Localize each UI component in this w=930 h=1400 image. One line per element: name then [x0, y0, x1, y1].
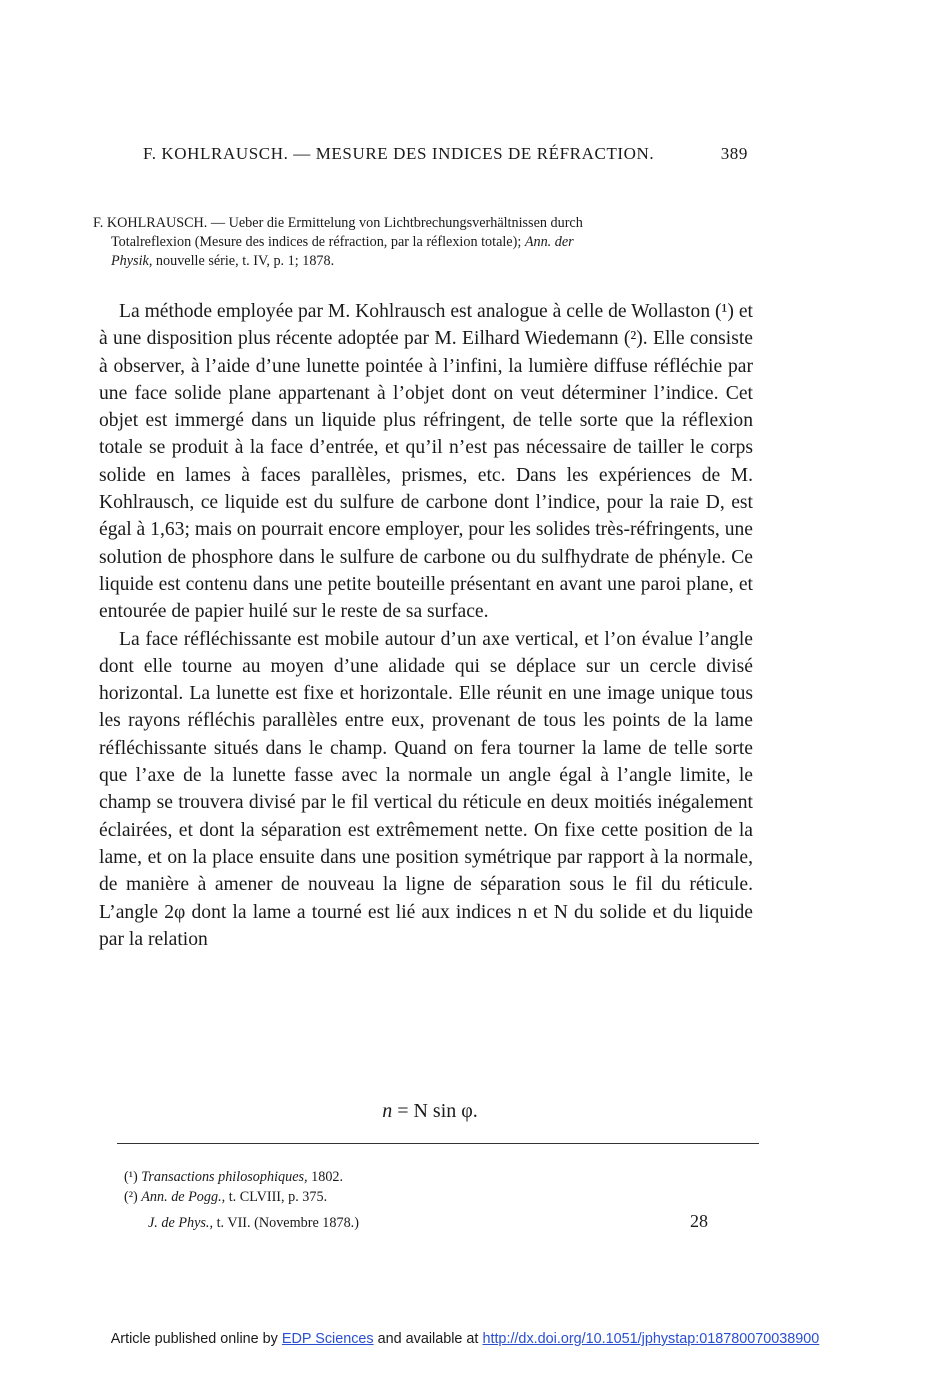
- paragraph-2: La face réfléchissante est mobile autour d’un axe vertical, et l’on évalue l’angle dont elle tourne au moyen d’une alidade qui se déplace sur un cercle divisé horizontal. La lunette est fixe et horizontale. Elle réunit en une image unique tous les rayons réfléchis parallèles entre eux, provenant de tous les points de la lame réfléchissante situés dans le champ. Quand on fera tourner la lame de telle sorte que l’axe de la lunette fasse avec la normale un angle égal à l’angle limite, le champ se trouvera divisé par le fil vertical du réticule en deux moitiés inégalement éclairées, et dont la séparation est extrêmement nette. On fixe cette position de la lame, et on la place ensuite dans une position symétrique par rapport à la normale, de manière à amener de nouveau la ligne de séparation sous le fil du réticule. L’angle 2φ dont la lame a tourné est lié aux indices n et N du solide et du liquide par la relation: [99, 628, 753, 950]
- citation-journal-part: Ann. der: [524, 234, 574, 250]
- paragraph-1: La méthode employée par M. Kohlrausch est analogue à celle de Wollaston (¹) et à une disposition plus récente adoptée par M. Eilhard Wiedemann (²). Elle consiste à observer, à l’aide d’une lunette pointée à l’infini, la lumière diffuse réfléchie par une face solide plane appartenant à l’objet dont on veut déterminer l’indice. Cet objet est immergé dans un liquide plus réfringent, de telle sorte que la réflexion totale se produit à la face d’entrée, et qu’il n’est pas nécessaire de tailler le corps solide en lames à faces parallèles, prismes, etc. Dans les expériences de M. Kohlrausch, ce liquide est du sulfure de carbone dont l’indice, pour la raie D, est égal à 1,63; mais on pourrait encore employer, pour les solides très-réfringents, une solution de phosphore dans le sulfure de carbone ou du sulfhydrate de phényle. Ce liquide est contenu dans une petite bouteille présentant en avant une paroi plane, et entourée de papier huilé sur le reste de sa surface.: [99, 301, 753, 623]
- page-number: 389: [720, 144, 748, 163]
- citation-line-1: F. KOHLRAUSCH. — Ueber die Ermittelung von Lichtbrechungsverhältnissen durch: [93, 215, 583, 231]
- running-header: [143, 144, 748, 164]
- footnote-2-rest: t. CLVIII, p. 375.: [225, 1189, 328, 1205]
- citation-title-text: Totalreflexion (Mesure des indices de réfraction, par la réflexion totale);: [111, 234, 525, 250]
- journal-reference: [148, 1215, 359, 1232]
- footnote-2-mark: (²): [124, 1189, 142, 1205]
- citation-line-3: [93, 252, 748, 271]
- footnote-1-title: Transactions philosophiques,: [141, 1169, 308, 1185]
- formula: [0, 1100, 860, 1123]
- journal-signature-line: [148, 1211, 708, 1232]
- footnote-1-mark: (¹): [124, 1169, 142, 1185]
- sheet-number: 28: [690, 1211, 708, 1231]
- body-text: [99, 298, 753, 953]
- footnote-1-rest: 1802.: [307, 1169, 344, 1185]
- publisher-prefix: Article published online by: [110, 1331, 282, 1347]
- article-citation: [93, 214, 748, 271]
- doi-link[interactable]: http://dx.doi.org/10.1051/jphystap:018780070038900: [482, 1331, 820, 1347]
- footnotes: [124, 1167, 744, 1207]
- citation-line-2: [93, 233, 748, 252]
- publisher-middle: and available at: [373, 1331, 483, 1347]
- footnote-divider: [117, 1143, 759, 1144]
- formula-lhs: n: [382, 1100, 393, 1122]
- footnote-1: [124, 1167, 744, 1187]
- running-title: F. KOHLRAUSCH. — MESURE DES INDICES DE RÉFRACTION.: [143, 144, 655, 163]
- journal-title: J. de Phys.,: [148, 1215, 214, 1231]
- footnote-2: [124, 1187, 744, 1207]
- formula-rhs: = N sin φ.: [392, 1100, 478, 1122]
- citation-volume: nouvelle série, t. IV, p. 1; 1878.: [152, 253, 335, 269]
- journal-volume-date: t. VII. (Novembre 1878.): [213, 1215, 359, 1231]
- footnote-2-title: Ann. de Pogg.,: [141, 1189, 226, 1205]
- publisher-notice: [0, 1331, 930, 1347]
- edp-sciences-link[interactable]: EDP Sciences: [281, 1331, 374, 1347]
- citation-journal-name: Physik,: [111, 253, 153, 269]
